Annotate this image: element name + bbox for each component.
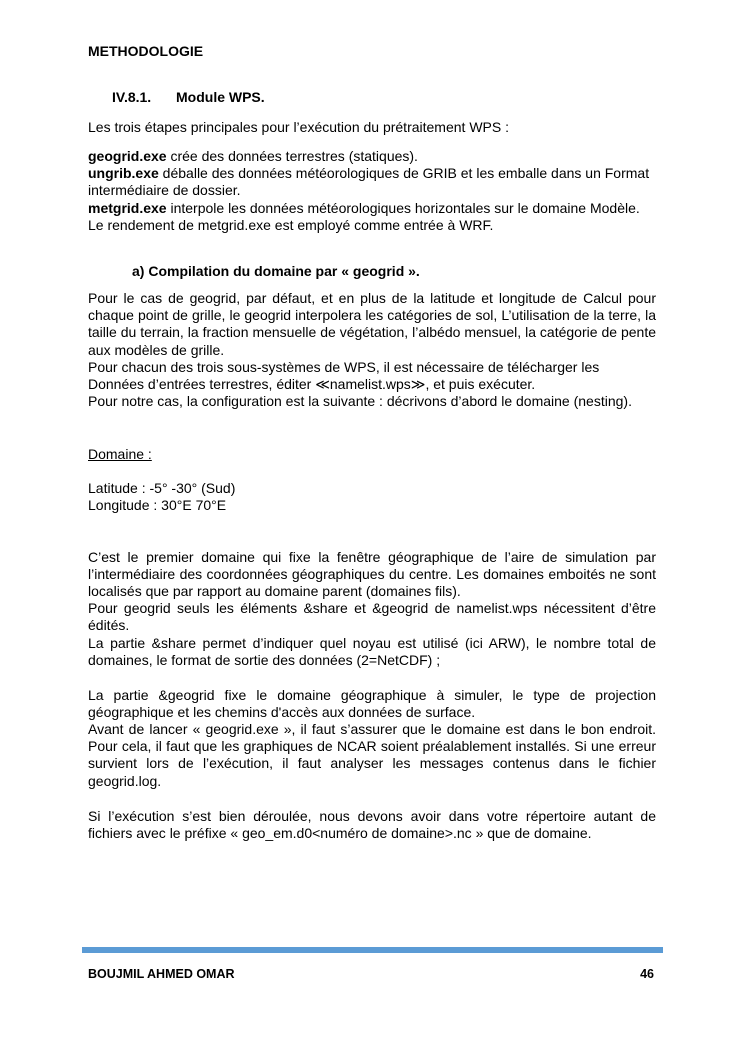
paragraph-edit-elements: Pour geogrid seuls les éléments &share et &geogrid de namelist.wps nécessitent d’être édités. [88, 600, 656, 634]
step-name: geogrid.exe [88, 148, 167, 164]
paragraph-geogrid-default: Pour le cas de geogrid, par défaut, et en plus de la latitude et longitude de Calcul pour chaque point de grille, le geogrid interpolera les catégories de sol, L’utilisation de la terre, la taille du terrain, la fraction mensuelle de végétation, l’albédo mensuel, la catégorie de pente aux modèles de grille. [88, 290, 656, 358]
paragraph-share-section: La partie &share permet d’indiquer quel noyau est utilisé (ici ARW), le nombre total de domaines, le format de sortie des données (2=NetCDF) ; [88, 635, 656, 669]
step-geogrid [88, 148, 656, 165]
section-heading [112, 89, 265, 105]
footer-author: BOUJMIL AHMED OMAR [88, 967, 235, 981]
domain-latitude: Latitude : -5° -30° (Sud) [88, 480, 236, 496]
step-text: crée des données terrestres (statiques). [166, 148, 418, 164]
paragraph-geogrid-section: La partie &geogrid fixe le domaine géographique à simuler, le type de projection géographique et les chemins d'accès aux données de surface. [88, 687, 656, 721]
paragraph-first-domain: C’est le premier domaine qui fixe la fenêtre géographique de l’aire de simulation par l’intermédiaire des coordonnées géographiques du centre. Les domaines emboités ne sont localisés que par rapport au domaine parent (domaines fils). [88, 549, 656, 600]
step-name: ungrib.exe [88, 165, 159, 182]
footer-page-number: 46 [640, 967, 654, 981]
domain-heading: Domaine : [88, 446, 152, 462]
subsection-heading: a) Compilation du domaine par « geogrid ». [132, 263, 420, 279]
paragraph-configuration: Pour notre cas, la configuration est la suivante : décrivons d’abord le domaine (nesting). [88, 393, 632, 409]
section-title: Module WPS. [176, 89, 265, 105]
output-note: Le rendement de metgrid.exe est employé comme entrée à WRF. [88, 216, 494, 233]
step-text: interpole les données météorologiques horizontales sur le domaine Modèle. [166, 199, 640, 216]
paragraph-success: Si l’exécution s’est bien déroulée, nous devons avoir dans votre répertoire autant de fichiers avec le préfixe « geo_em.d0<numéro de domaine>.nc » que de domaine. [88, 808, 656, 842]
paragraph-download-data: Pour chacun des trois sous-systèmes de WPS, il est nécessaire de télécharger les Données d’entrées terrestres, éditer ≪namelist.wps≫, et puis exécuter. [88, 359, 600, 393]
step-text: déballe des données météorologiques de GRIB et les emballe dans un Format intermédiaire de dossier. [88, 165, 650, 199]
domain-longitude: Longitude : 30°E 70°E [88, 497, 227, 513]
step-ungrib [88, 165, 656, 199]
page-header-title: METHODOLOGIE [88, 43, 204, 59]
paragraph-before-launch: Avant de lancer « geogrid.exe », il faut s’assurer que le domaine est dans le bon endroit. Pour cela, il faut que les graphiques de NCAR soient préalablement installés. Si une erreur survient lors de l’exécution, il faut analyser les messages contenus dans le fichier geogrid.log. [88, 721, 656, 789]
step-name: metgrid.exe [88, 199, 167, 216]
intro-paragraph: Les trois étapes principales pour l’exécution du prétraitement WPS : [88, 119, 509, 135]
section-number: IV.8.1. [112, 89, 152, 105]
step-metgrid [88, 200, 656, 217]
wps-steps [88, 148, 656, 234]
footer-divider [82, 947, 663, 953]
